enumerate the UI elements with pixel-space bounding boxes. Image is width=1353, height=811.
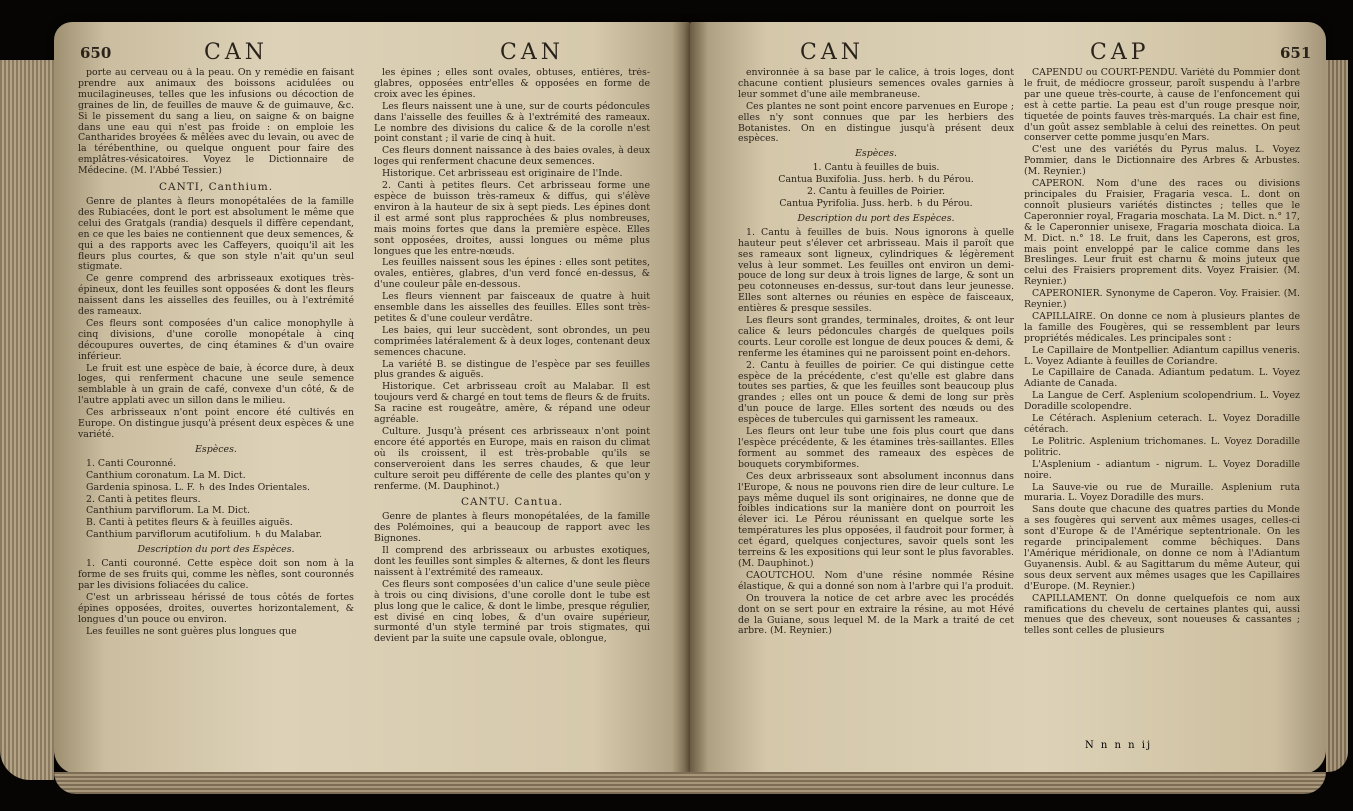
paragraph: CAPERON. Nom d'une des races ou divisions principales du Fraisier, Fragaria vesca. L. dont on connoît plusieurs variétés distinctes ; telles que le Caperonnier royal, Fragaria moschata. La M. Dict. n.° 17, & le Caperonnier unisexe, Fragaria moschata dioica. La M. Dict. n.° 18. Le fruit, dans les Caperons, est gros, mais point enveloppé par le calice comme dans les Breslinges. Leur fruit est charnu & moins juteux que celui des Fraisiers proprement dits. Voyez Fraisier. (M. Reynier.)	[1024, 178, 1300, 288]
paragraph: 1. Cantu à feuilles de buis.	[812, 162, 940, 174]
paragraph: Les fleurs viennent par faisceaux de quatre à huit ensemble dans les aisselles des feuilles. Elles sont très-petites & d'une couleur verdâtre.	[374, 291, 650, 324]
paragraph: 1. Canti couronné. Cette espèce doit son nom à la forme de ses fruits qui, comme les nèfles, sont couronnés par les divisions foliacées du calice.	[78, 558, 354, 591]
left-page	[54, 22, 690, 774]
running-head-left-1: CAN	[204, 40, 268, 65]
running-head-right-2: CAP	[1090, 40, 1150, 65]
paragraph: 2. Canti à petites fleurs.	[86, 493, 201, 505]
paragraph: Canthium parviflorum acutifolium. ♄ du Malabar.	[86, 529, 323, 541]
paragraph: Il comprend des arbrisseaux ou arbustes exotiques, dont les feuilles sont simples & alternes, & dont les fleurs naissent à l'extrémité des rameaux.	[374, 545, 650, 578]
paragraph: Ces arbrisseaux n'ont point encore été cultivés en Europe. On distingue jusqu'à présent deux espèces & une variété.	[78, 407, 354, 440]
paragraph: Les fleurs sont grandes, terminales, droites, & ont leur calice & leurs pédoncules chargés de quelques poils courts. Leur corolle est longue de deux pouces & demi, & renferme les étamines qui ne paroissent point en-dehors.	[738, 315, 1014, 359]
paragraph: Ces fleurs donnent naissance à des baies ovales, à deux loges qui renferment chacune deux semences.	[374, 145, 650, 168]
paragraph: CAOUTCHOU. Nom d'une résine nommée Résine élastique, & qui a donné son nom à l'arbre qui l'a produit.	[738, 569, 1014, 592]
right-page	[690, 22, 1326, 774]
paragraph: Historique. Cet arbrisseau est originaire de l'Inde.	[382, 168, 623, 180]
paragraph: CAPERONIER. Synonyme de Caperon. Voy. Fraisier. (M. Reynier.)	[1024, 288, 1300, 311]
article-title: CANTI, Canthium.	[158, 181, 274, 194]
paragraph: Canthium parviflorum. La M. Dict.	[86, 505, 251, 517]
paragraph: Cantua Buxifolia. Juss. herb. ♄ du Pérou.	[778, 174, 974, 186]
right-column-1	[738, 68, 1014, 768]
paragraph: Culture. Jusqu'à présent ces arbrisseaux n'ont point encore été apportés en Europe, mais en raison du climat où ils croissent, il est très-probable qu'ils se conserveroient dans les serres chaudes, & que leur culture seroit peu différente de celle des plantes qu'on y renferme. (M. Dauphinot.)	[374, 426, 650, 492]
paragraph: Ces fleurs sont composées d'un calice d'une seule pièce à trois ou cinq divisions, d'une corolle dont le tube est plus long que le calice, & dont le limbe, presque régulier, est divisé en cinq lobes, & d'un ovaire supérieur, surmonté d'un style terminé par trois stigmates, qui devient par la suite une capsule ovale, oblongue,	[374, 578, 650, 645]
paragraph: Les fleurs ont leur tube une fois plus court que dans l'espèce précédente, & les étamines très-saillantes. Elles forment au sommet des rameaux des espèces de bouquets corymbiformes.	[738, 426, 1014, 470]
paragraph: Canthium coronatum. La M. Dict.	[86, 469, 246, 481]
paragraph: Les feuilles ne sont guères plus longues que	[86, 625, 297, 637]
left-column-2	[374, 68, 650, 768]
book	[54, 22, 1326, 792]
section-heading: Espèces.	[195, 443, 237, 455]
paragraph: Les fleurs naissent une à une, sur de courts pédoncules dans l'aisselle des feuilles & à l'extrémité des rameaux. Le nombre des divisions du calice & de la corolle n'est point constant ; il varie de cinq à huit.	[374, 100, 650, 145]
signature-mark: N n n n ij	[1085, 740, 1153, 751]
paragraph: Ces fleurs sont composées d'un calice monophylle à cinq divisions, d'une corolle monopétale à cinq découpures ouvertes, de cinq étamines & d'un ovaire inférieur.	[78, 317, 354, 362]
paragraph: CAPENDU ou COURT-PENDU. Variété du Pommier dont le fruit, de médiocre grosseur, paroît suspendu à l'arbre par une queue très-courte, à cause de l'enfoncement qui est à cette partie. La peau est d'un rouge presque noir, tiquetée de points fauves très-marqués. La chair est fine, d'un goût assez semblable à celui des reinettes. On peut conserver cette pomme jusqu'en Mars.	[1024, 68, 1300, 144]
section-heading: Description du port des Espèces.	[797, 212, 955, 224]
paragraph: Les feuilles naissent sous les épines : elles sont petites, ovales, entières, glabres, d'un verd foncé en-dessus, & d'une couleur pâle en-dessous.	[374, 257, 650, 291]
paragraph: porte au cerveau ou à la peau. On y remédie en faisant prendre aux animaux des boissons acidulées ou mucilagineuses, telles que les infusions ou décoction de graines de lin, de feuilles de mauve & de guimauve, &c. Si le pissement du sang a lieu, on saigne & on baigne dans une eau qui n'est pas froide : on emploie les Cantharides broyées & mêlées avec du levain, ou avec de la térébenthine, ou quelque onguent pour faire des emplâtres-vésicatoires. Voyez le Dictionnaire de Médecine. (M. l'Abbé Tessier.)	[78, 68, 354, 177]
paragraph: 2. Cantu à feuilles de poirier. Ce qui distingue cette espèce de la précédente, c'est qu'elle est glabre dans toutes ses parties, & que les feuilles sont beaucoup plus grandes ; elles ont un pouce & demi de long sur près d'un pouce de large. Elles sortent des nœuds ou des espèces de tubercules qui garnissent les rameaux.	[738, 359, 1014, 426]
paragraph: Ces plantes ne sont point encore parvenues en Europe ; elles n'y sont connues que par les herbiers des Botanistes. On en distingue jusqu'à présent deux espèces.	[738, 100, 1014, 145]
paragraph: Ce genre comprend des arbrisseaux exotiques très-épineux, dont les feuilles sont opposées & dont les fleurs naissent dans les aisselles des feuilles, ou à l'extrémité des rameaux.	[78, 273, 354, 318]
paragraph: 2. Cantu à feuilles de Poirier.	[806, 186, 946, 198]
page-number-right: 651	[1280, 44, 1312, 62]
paragraph: Le Capillaire de Montpellier. Adiantum capillus veneris. L. Voyez Adiante à feuilles de Coriandre.	[1024, 344, 1300, 367]
paragraph: La Langue de Cerf. Asplenium scolopendrium. L. Voyez Doradille scolopendre.	[1024, 390, 1300, 413]
paragraph: Le Politric. Asplenium trichomanes. L. Voyez Doradille politric.	[1024, 435, 1300, 458]
paragraph: environnée à sa base par le calice, à trois loges, dont chacune contient plusieurs semences ovales garnies à leur sommet d'une aile membraneuse.	[738, 68, 1014, 100]
paragraph: 1. Cantu à feuilles de buis. Nous ignorons à quelle hauteur peut s'élever cet arbrisseau. Mais il paroît que ses rameaux sont ligneux, cylindriques & légèrement velus à leur sommet. Les feuilles ont environ un demi-pouce de long sur deux à trois lignes de large, & sont un peu cotonneuses en-dessus, sur-tout dans leur jeunesse. Elles sont alternes ou réunies en espèce de faisceaux, entières & presque sessiles.	[738, 226, 1014, 315]
running-head-left-2: CAN	[500, 40, 564, 65]
paragraph: On trouvera la notice de cet arbre avec les procédés dont on se sert pour en extraire la résine, au mot Hévé de la Guiane, sous lequel M. de la Mark a traité de cet arbre. (M. Reynier.)	[738, 592, 1014, 637]
paragraph: CAPILLAIRE. On donne ce nom à plusieurs plantes de la famille des Fougères, qui se ressemblent par leurs propriétés médicales. Les principales sont :	[1024, 310, 1300, 344]
paragraph: La Sauve-vie ou rue de Muraille. Asplenium ruta muraria. L. Voyez Doradille des murs.	[1024, 481, 1300, 504]
paragraph: 1. Canti Couronné.	[86, 457, 177, 469]
paragraph: Le Capillaire de Canada. Adiantum pedatum. L. Voyez Adiante de Canada.	[1024, 367, 1300, 390]
section-heading: Description du port des Espèces.	[137, 544, 295, 556]
right-column-2	[1024, 68, 1300, 768]
page-edges-bottom	[54, 772, 1326, 794]
left-column-1	[78, 68, 354, 768]
paragraph: les épines ; elles sont ovales, obtuses, entières, très-glabres, opposées entr'elles & opposées en forme de croix avec les épines.	[374, 68, 650, 100]
paragraph: Genre de plantes à fleurs monopétalées, de la famille des Polémoines, qui a beaucoup de rapport avec les Bignones.	[374, 511, 650, 545]
article-title: CANTU. Cantua.	[460, 496, 563, 509]
paragraph: Ces deux arbrisseaux sont absolument inconnus dans l'Europe, & nous ne pouvons rien dire de leur culture. Le pays même duquel ils sont originaires, ne donne que de foibles indications sur la manière dont on pourroit les élever ici. Le Pérou réunissant en quelque sorte les températures les plus opposées, il faudroit pour former, à cet égard, quelques conjectures, savoir quels sont les terreins & les expositions qui leur sont le plus favorables. (M. Dauphinot.)	[738, 470, 1014, 569]
paragraph: Historique. Cet arbrisseau croît au Malabar. Il est toujours verd & chargé en tout tems de fleurs & de fruits. Sa racine est rougeâtre, amère, & répand une odeur agréable.	[374, 381, 650, 426]
paragraph: Sans doute que chacune des quatres parties du Monde a ses fougères qui servent aux mêmes usages, celles-ci sont d'Europe & de l'Amérique septentrionale. On les regarde principalement comme bêchiques. Dans l'Amérique méridionale, on donne ce nom à l'Adiantum Guyanensis. Aubl. & au Sagittarum du même Auteur, qui sous deux servent aux mêmes usages que les Capillaires d'Europe. (M. Reynier.)	[1024, 504, 1300, 592]
paragraph: C'est une des variétés du Pyrus malus. L. Voyez Pommier, dans le Dictionnaire des Arbres & Arbustes. (M. Reynier.)	[1024, 144, 1300, 178]
paragraph: CAPILLAMENT. On donne quelquefois ce nom aux ramifications du chevelu de certaines plantes qui, aussi menues que des cheveux, sont noueuses & cassantes ; telles sont celles de plusieurs	[1024, 592, 1300, 637]
paragraph: Le Cétérach. Asplenium ceterach. L. Voyez Doradille cétérach.	[1024, 413, 1300, 435]
paragraph: La variété B. se distingue de l'espèce par ses feuilles plus grandes & aiguës.	[374, 358, 650, 381]
paragraph: B. Canti à petites fleurs & à feuilles aiguës.	[86, 517, 293, 529]
page-edges-left	[0, 60, 54, 780]
paragraph: 2. Canti à petites fleurs. Cet arbrisseau forme une espèce de buisson très-rameux & diffus, qui s'élève environ à la hauteur de six à sept pieds. Les épines dont il est armé sont plus rapprochées & plus nombreuses, mais moins fortes que dans la première espèce. Elles sont opposées, droites, aussi longues ou même plus longues que les entre-nœuds.	[374, 180, 650, 257]
paragraph: Gardenia spinosa. L. F. ♄ des Indes Orientales.	[86, 481, 311, 493]
paragraph: C'est un arbrisseau hérissé de tous côtés de fortes épines opposées, droites, ouvertes horizontalement, & longues d'un pouce ou environ.	[78, 591, 354, 625]
paragraph: Genre de plantes à fleurs monopétalées de la famille des Rubiacées, dont le port est absolument le même que celui des Gratgals (randia) desquels il diffère cependant, en ce que les baies ne contiennent que deux semences, & qui a des rapports avec les Caffeyers, quoiqu'il ait les fleurs plus courtes, & que son style n'ait qu'un seul stigmate.	[78, 195, 354, 273]
paragraph: Cantua Pyrifolia. Juss. herb. ♄ du Pérou.	[779, 197, 973, 209]
running-head-right-1: CAN	[800, 40, 864, 65]
paragraph: Le fruit est une espèce de baie, à écorce dure, à deux loges, qui renferment chacune une seule semence semblable à un grain de café, convexe d'un côté, & de l'autre applati avec un sillon dans le milieu.	[78, 362, 354, 407]
section-heading: Espèces.	[855, 148, 897, 160]
page-number-left: 650	[80, 44, 112, 62]
page-edges-right	[1326, 60, 1348, 772]
paragraph: Les baies, qui leur succèdent, sont obrondes, un peu comprimées latéralement & à deux loges, contenant deux semences chacune.	[374, 324, 650, 358]
paragraph: L'Asplenium - adiantum - nigrum. L. Voyez Doradille noire.	[1024, 458, 1300, 481]
